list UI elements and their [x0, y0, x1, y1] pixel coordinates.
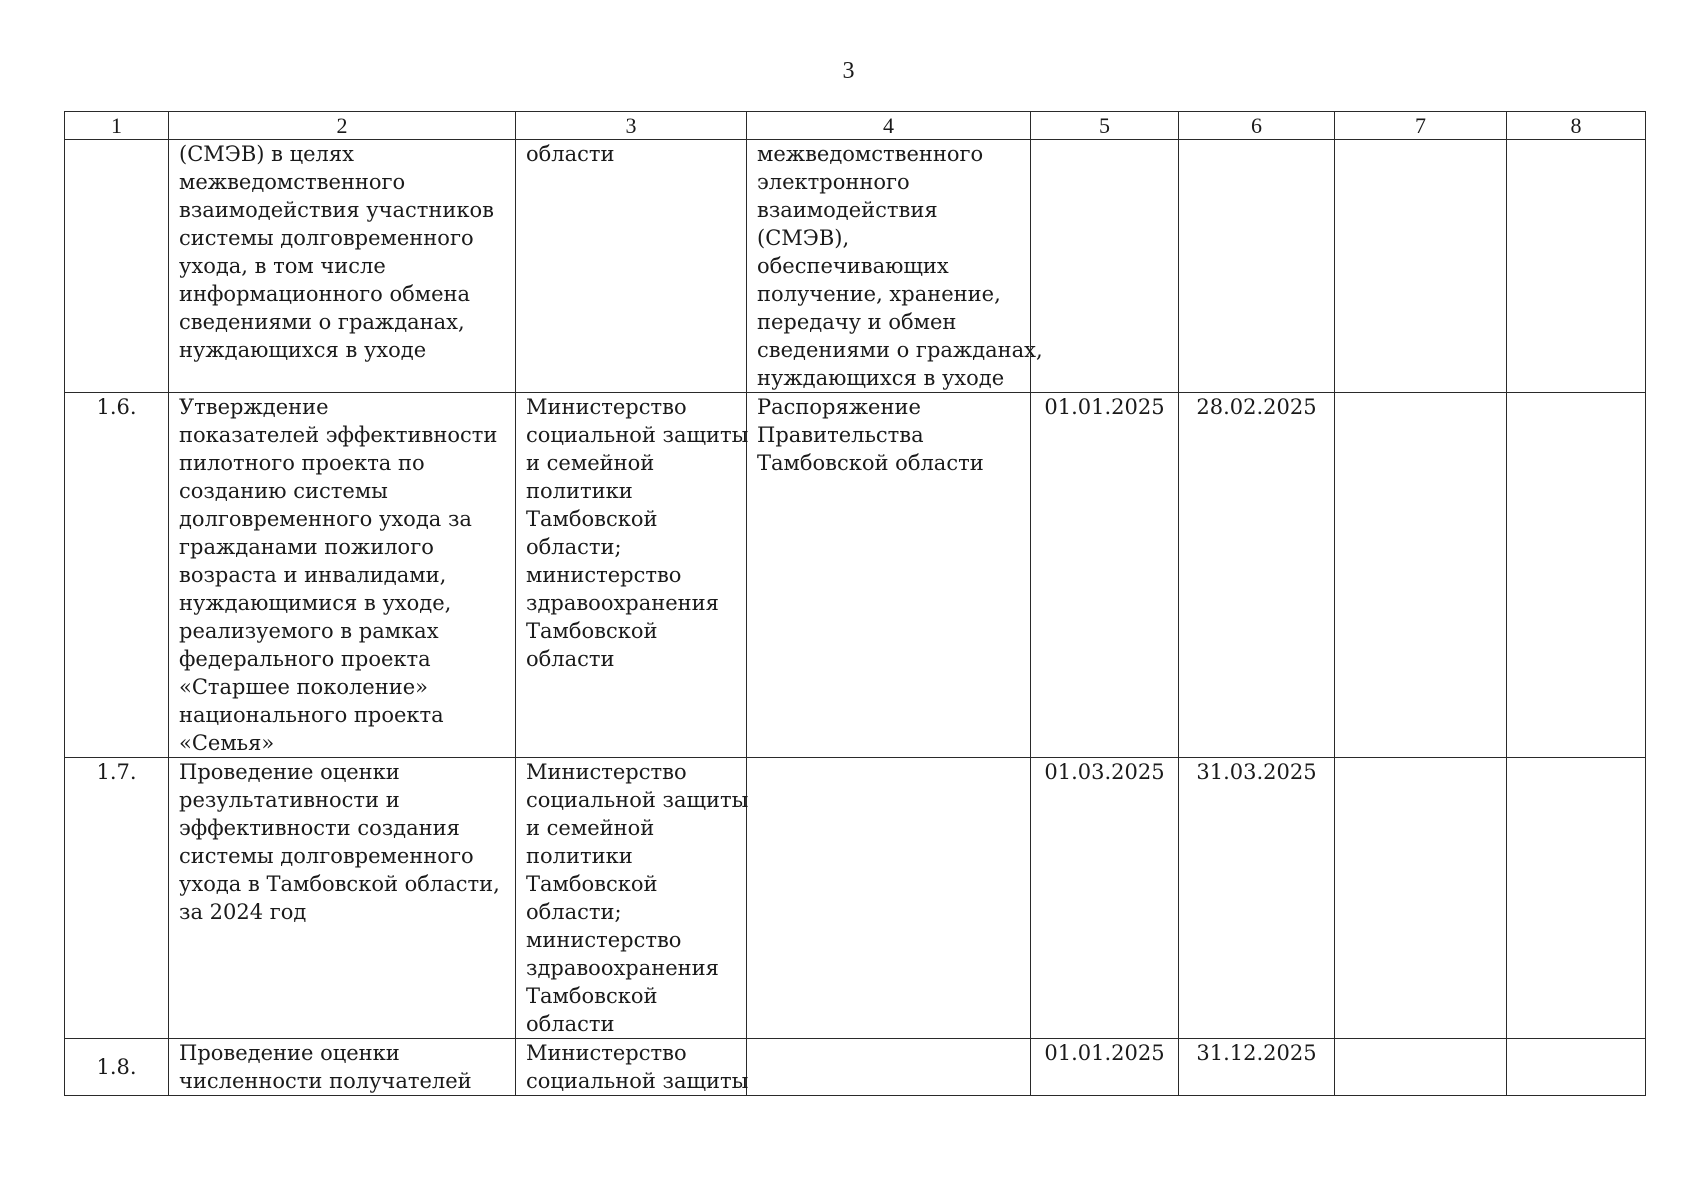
column-number-header: 2	[169, 112, 516, 140]
result-cell-line: обеспечивающих	[757, 254, 949, 278]
result-cell-line: межведомственного	[757, 142, 984, 166]
responsible-cell-line: здравоохранения	[526, 956, 719, 980]
start-date: 01.03.2025	[1031, 758, 1179, 1039]
item-number: 1.6.	[65, 393, 169, 758]
item-number: 1.7.	[65, 758, 169, 1039]
activity-cell-line: результативности и	[179, 788, 400, 812]
column-8-cell	[1507, 140, 1646, 393]
end-date: 31.03.2025	[1179, 758, 1335, 1039]
start-date	[1031, 140, 1179, 393]
activity-cell-line: гражданами пожилого	[179, 535, 434, 559]
responsible-cell-line: и семейной	[526, 816, 655, 840]
end-date: 28.02.2025	[1179, 393, 1335, 758]
responsible-cell-line: Тамбовской	[526, 872, 658, 896]
activity-cell-line: созданию системы	[179, 479, 388, 503]
result-cell	[747, 1039, 1031, 1096]
responsible-cell-line: области;	[526, 535, 622, 559]
item-number: 1.8.	[65, 1039, 169, 1096]
column-number-header: 1	[65, 112, 169, 140]
table-row	[65, 140, 1646, 393]
column-number-header: 7	[1335, 112, 1507, 140]
result-cell	[747, 140, 1043, 393]
column-number-row	[65, 112, 1646, 140]
result-cell-line: Распоряжение	[757, 395, 921, 419]
result-cell-line: Правительства	[757, 423, 924, 447]
responsible-cell-line: Тамбовской	[526, 984, 658, 1008]
activity-cell-line: Проведение оценки	[179, 1041, 400, 1065]
item-number	[65, 140, 169, 393]
column-7-cell	[1335, 1039, 1507, 1096]
responsible-cell-line: области	[526, 647, 615, 671]
responsible-cell	[516, 758, 747, 1039]
activity-cell-line: за 2024 год	[179, 900, 307, 924]
responsible-cell-line: области	[526, 1012, 615, 1036]
table-row	[65, 393, 1646, 758]
responsible-cell-line: области	[526, 142, 615, 166]
activity-cell-line: долговременного ухода за	[179, 507, 472, 531]
plan-table	[64, 111, 1646, 1096]
column-number-header: 4	[747, 112, 1031, 140]
responsible-cell-line: министерство	[526, 563, 682, 587]
column-7-cell	[1335, 758, 1507, 1039]
activity-cell-line: Проведение оценки	[179, 760, 400, 784]
page-number: 3	[842, 58, 855, 84]
result-cell-line: передачу и обмен	[757, 310, 957, 334]
activity-cell	[169, 393, 516, 758]
activity-cell-line: (СМЭВ) в целях	[179, 142, 354, 166]
start-date: 01.01.2025	[1031, 393, 1179, 758]
activity-cell-line: ухода в Тамбовской области,	[179, 872, 500, 896]
activity-cell-line: системы долговременного	[179, 226, 474, 250]
responsible-cell-line: Министерство	[526, 1041, 687, 1065]
column-8-cell	[1507, 758, 1646, 1039]
activity-cell-line: ухода, в том числе	[179, 254, 386, 278]
responsible-cell-line: Министерство	[526, 395, 687, 419]
activity-cell-line: нуждающихся в уходе	[179, 338, 427, 362]
responsible-cell-line: здравоохранения	[526, 591, 719, 615]
column-number-header: 3	[516, 112, 747, 140]
activity-cell-line: взаимодействия участников	[179, 198, 494, 222]
activity-cell-line: национального проекта	[179, 703, 444, 727]
result-cell-line: (СМЭВ),	[757, 226, 850, 250]
activity-cell	[169, 140, 516, 393]
activity-cell-line: «Семья»	[179, 731, 275, 755]
column-7-cell	[1335, 393, 1507, 758]
responsible-cell-line: и семейной	[526, 451, 655, 475]
end-date	[1179, 140, 1335, 393]
table-row	[65, 758, 1646, 1039]
activity-cell	[169, 758, 516, 1039]
result-cell-line: взаимодействия	[757, 198, 938, 222]
column-8-cell	[1507, 1039, 1646, 1096]
result-cell	[747, 758, 1031, 1039]
result-cell-line: нуждающихся в уходе	[757, 366, 1005, 390]
activity-cell-line: реализуемого в рамках	[179, 619, 439, 643]
activity-cell-line: межведомственного	[179, 170, 406, 194]
responsible-cell-line: Министерство	[526, 760, 687, 784]
responsible-cell-line: министерство	[526, 928, 682, 952]
responsible-cell-line: области;	[526, 900, 622, 924]
responsible-cell-line: Тамбовской	[526, 507, 658, 531]
activity-cell-line: «Старшее поколение»	[179, 675, 428, 699]
activity-cell-line: сведениями о гражданах,	[179, 310, 465, 334]
activity-cell-line: Утверждение	[179, 395, 329, 419]
activity-cell-line: информационного обмена	[179, 282, 471, 306]
result-cell-line: получение, хранение,	[757, 282, 1001, 306]
start-date: 01.01.2025	[1031, 1039, 1179, 1096]
column-number-header: 8	[1507, 112, 1646, 140]
activity-cell-line: системы долговременного	[179, 844, 474, 868]
responsible-cell	[516, 1039, 747, 1096]
responsible-cell	[516, 140, 747, 393]
result-cell-line: Тамбовской области	[757, 451, 984, 475]
result-cell	[747, 393, 1031, 758]
responsible-cell-line: социальной защиты	[526, 788, 749, 812]
responsible-cell-line: социальной защиты	[526, 1069, 749, 1093]
column-number-header: 5	[1031, 112, 1179, 140]
end-date: 31.12.2025	[1179, 1039, 1335, 1096]
result-cell-line: сведениями о гражданах,	[757, 338, 1043, 362]
column-7-cell	[1335, 140, 1507, 393]
table-row	[65, 1039, 1646, 1096]
activity-cell-line: возраста и инвалидами,	[179, 563, 447, 587]
activity-cell-line: показателей эффективности	[179, 423, 498, 447]
responsible-cell-line: политики	[526, 844, 633, 868]
activity-cell-line: пилотного проекта по	[179, 451, 425, 475]
activity-cell-line: численности получателей	[179, 1069, 472, 1093]
column-8-cell	[1507, 393, 1646, 758]
responsible-cell-line: политики	[526, 479, 633, 503]
responsible-cell	[516, 393, 747, 758]
activity-cell-line: федерального проекта	[179, 647, 431, 671]
activity-cell-line: эффективности создания	[179, 816, 460, 840]
result-cell-line: электронного	[757, 170, 910, 194]
activity-cell	[169, 1039, 516, 1096]
column-number-header: 6	[1179, 112, 1335, 140]
responsible-cell-line: Тамбовской	[526, 619, 658, 643]
activity-cell-line: нуждающимися в уходе,	[179, 591, 452, 615]
responsible-cell-line: социальной защиты	[526, 423, 749, 447]
